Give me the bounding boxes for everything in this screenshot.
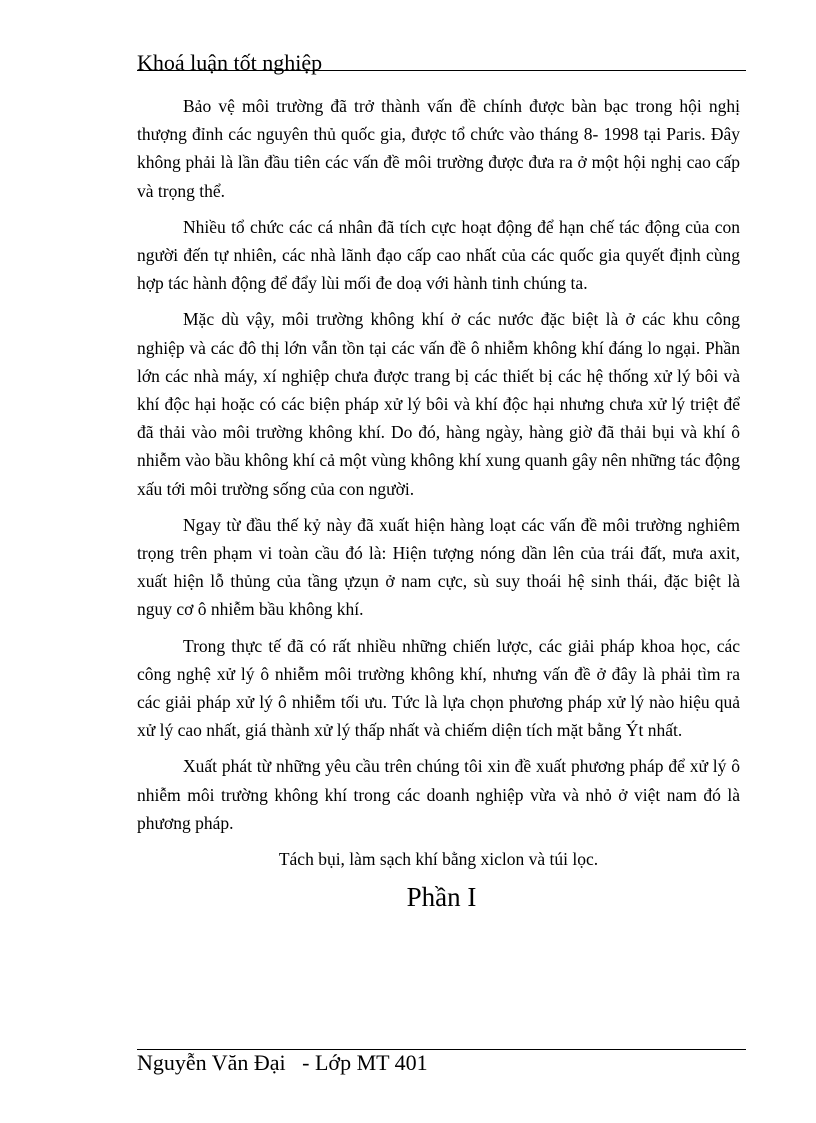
paragraph-5: Trong thực tế đã có rất nhiều những chiến lược, các giải pháp khoa học, các công nghệ xử lý ô nhiễm môi trường không khí, nhưng vấn đề ở đây là phải tìm ra các giải pháp xử lý ô nhiễm tối ưu. Tức là lựa chọn phương pháp xử lý nào hiệu quả xử lý cao nhất, giá thành xử lý thấp nhất và chiếm diện tích mặt bằng Ýt nhất. xyxy=(137,635,740,741)
header-title: Khoá luận tốt nghiệp xyxy=(137,50,323,75)
paragraph-3: Mặc dù vậy, môi trường không khí ở các nước đặc biệt là ở các khu công nghiệp và các đô thị lớn vẫn tồn tại các vấn đề ô nhiễm không khí đáng lo ngại. Phần lớn các nhà máy, xí nghiệp chưa được trang bị các thiết bị các hệ thống xử lý bôi và khí độc hại hoặc có các biện pháp xử lý bôi và khí độc hại nhưng chưa xử lý triệt để đã thải vào môi trường không khí. Do đó, hàng ngày, hàng giờ đã thải bụi và khí ô nhiễm vào bầu không khí cả một vùng không khí xung quanh gây nên những tác động xấu tới môi trường sống của con người. xyxy=(137,309,740,499)
paragraph-1: Bảo vệ môi trường đã trở thành vấn đề chính được bàn bạc trong hội nghị thượng đỉnh các nguyên thủ quốc gia, được tổ chức vào tháng 8- 1998 tại Paris. Đây không phải là lần đầu tiên các vấn đề môi trường được đưa ra ở một hội nghị cao cấp và trọng thể. xyxy=(137,96,740,201)
header-rule xyxy=(137,70,746,71)
paragraph-6: Xuất phát từ những yêu cầu trên chúng tôi xin đề xuất phương pháp để xử lý ô nhiễm môi trường không khí trong các doanh nghiệp vừa và nhỏ ở việt nam đó là phương pháp. xyxy=(137,756,740,833)
section-heading: Phần I xyxy=(406,882,477,913)
body-text xyxy=(137,92,740,915)
paragraph-2: Nhiều tổ chức các cá nhân đã tích cực hoạt động để hạn chế tác động của con người đến tự nhiên, các nhà lãnh đạo cấp cao nhất của các quốc gia quyết định cùng hợp tác hành động để đẩy lùi mối đe doạ với hành tinh chúng ta. xyxy=(137,216,740,294)
method-line: Tách bụi, làm sạch khí bằng xiclon và túi lọc. xyxy=(278,849,599,870)
paragraph-4: Ngay từ đầu thế kỷ này đã xuất hiện hàng loạt các vấn đề môi trường nghiêm trọng trên phạm vi toàn cầu đó là: Hiện tượng nóng dần lên của trái đất, mưa axit, xuất hiện lỗ thủng của tầng ựzụn ở nam cực, sù suy thoái hệ sinh thái, đặc biệt là nguy cơ ô nhiễm bầu không khí. xyxy=(137,514,740,620)
footer-text: Nguyễn Văn Đại - Lớp MT 401 xyxy=(137,1050,428,1075)
